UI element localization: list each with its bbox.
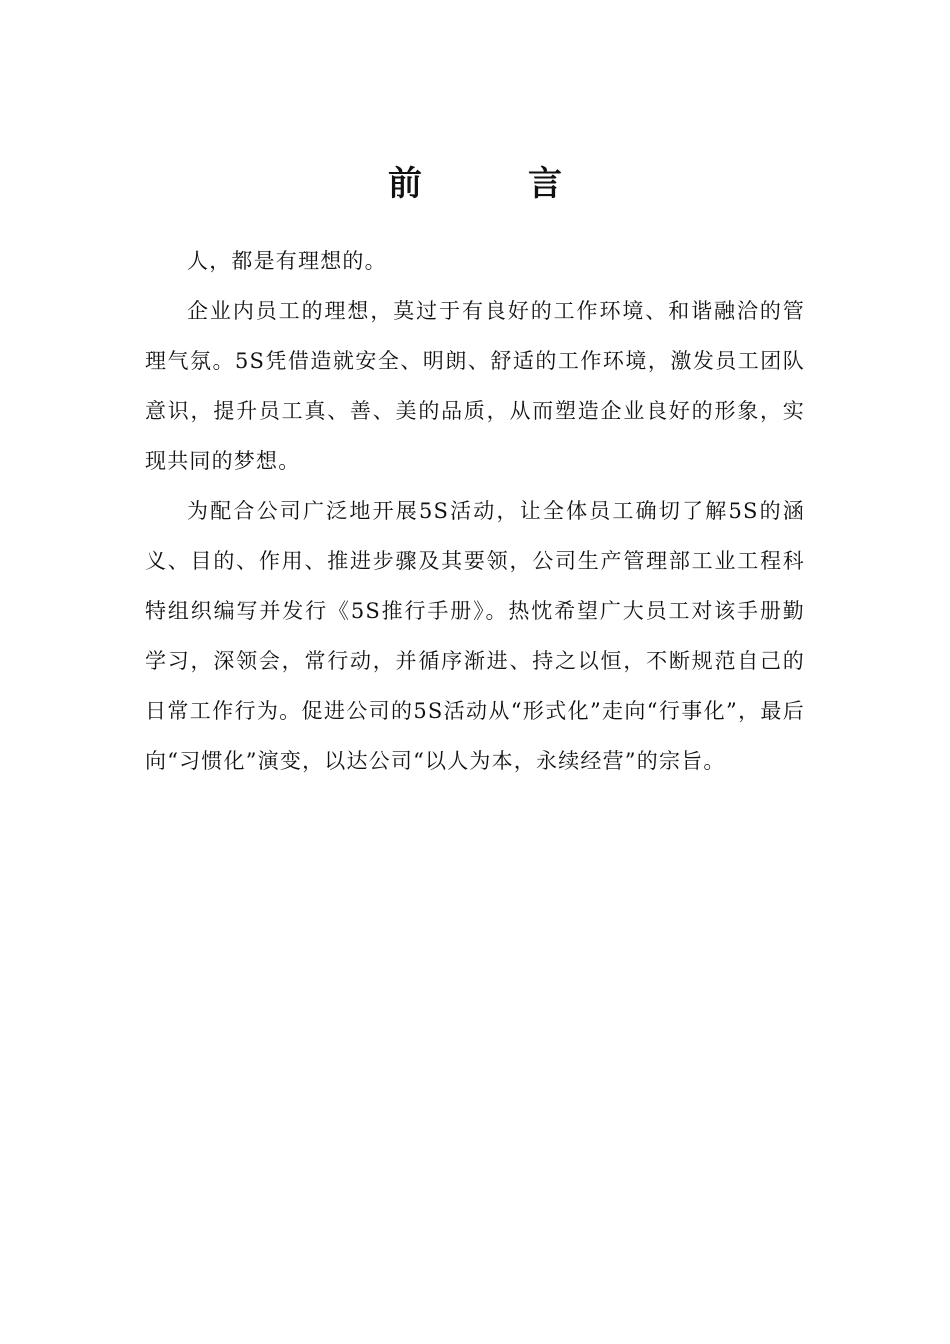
- preface-body: [145, 236, 805, 786]
- page-title: 前 言: [388, 164, 598, 204]
- paragraph-2: 企业内员工的理想，莫过于有良好的工作环境、和谐融洽的管理气氛。5S凭借造就安全、明朗、舒适的工作环境，激发员工团队意识，提升员工真、善、美的品质，从而塑造企业良好的形象，实现共同的梦想。: [145, 299, 805, 473]
- paragraph-3: 为配合公司广泛地开展5S活动，让全体员工确切了解5S的涵义、目的、作用、推进步骤及其要领，公司生产管理部工业工程科特组织编写并发行《5S推行手册》。热忱希望广大员工对该手册勤学习，深领会，常行动，并循序渐进、持之以恒，不断规范自己的日常工作行为。促进公司的5S活动从“形式化”走向“行事化”，最后向“习惯化”演变，以达公司“以人为本，永续经营”的宗旨。: [145, 499, 805, 773]
- paragraph-1: 人，都是有理想的。: [187, 249, 387, 273]
